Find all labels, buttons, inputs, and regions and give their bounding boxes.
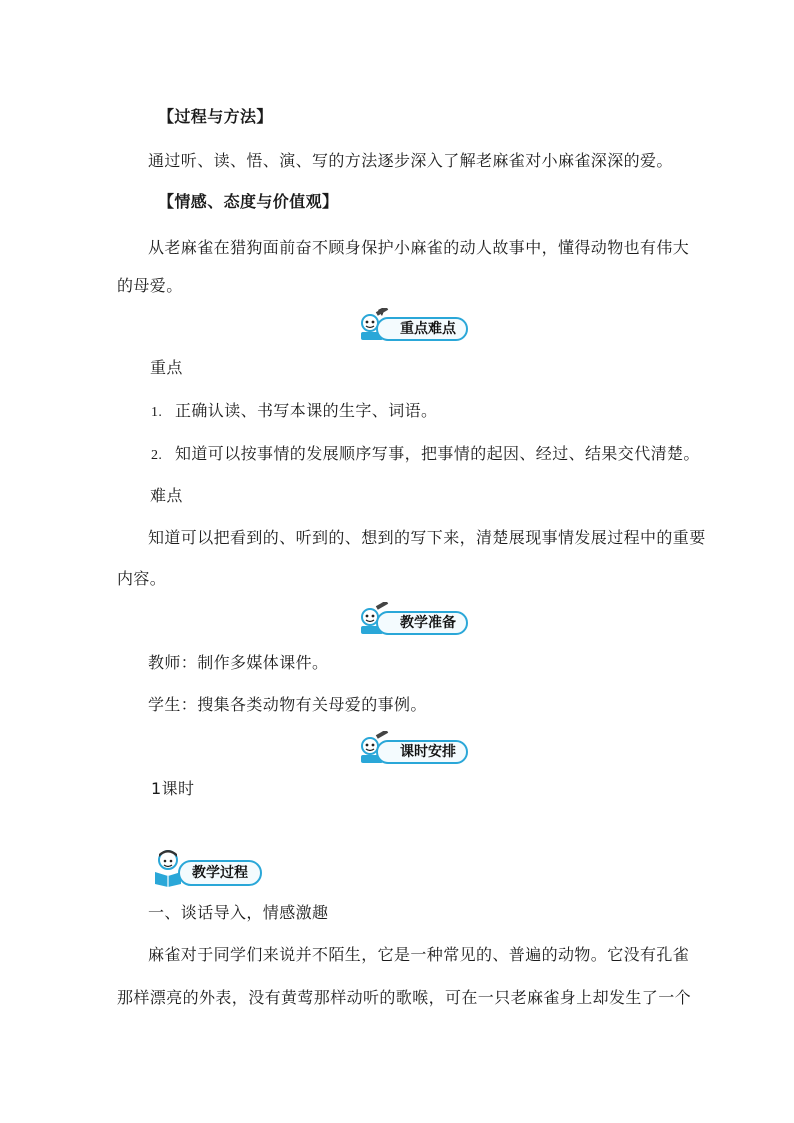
focus-item-2-text: 知道可以按事情的发展顺序写事，把事情的起因、经过、结果交代清楚。 <box>175 444 700 463</box>
emotion-line-2: 的母爱。 <box>117 276 183 295</box>
key-points-badge-label: 重点难点 <box>376 317 468 341</box>
focus-item-1-number: 1. <box>151 405 163 420</box>
preparation-teacher: 教师：制作多媒体课件。 <box>148 653 329 672</box>
focus-item-1-text: 正确认读、书写本课的生字、词语。 <box>175 401 438 420</box>
teaching-process-badge-label: 教学过程 <box>178 860 262 886</box>
focus-item-2-number: 2. <box>151 448 163 463</box>
difficulty-line-1: 知道可以把看到的、听到的、想到的写下来，清楚展现事情发展过程中的重要 <box>148 528 706 547</box>
process-method-text: 通过听、读、悟、演、写的方法逐步深入了解老麻雀对小麻雀深深的爱。 <box>148 151 673 170</box>
preparation-badge <box>356 608 476 636</box>
key-points-badge <box>356 314 476 342</box>
emotion-heading: 【情感、态度与价值观】 <box>158 192 339 211</box>
difficulty-line-2: 内容。 <box>117 569 167 588</box>
teaching-process-badge <box>152 852 272 886</box>
preparation-student: 学生：搜集各类动物有关母爱的事例。 <box>148 695 427 714</box>
difficulty-heading: 难点 <box>150 486 183 505</box>
focus-heading: 重点 <box>150 358 183 377</box>
preparation-badge-label: 教学准备 <box>376 611 468 635</box>
section-1-para-line-2: 那样漂亮的外表，没有黄莺那样动听的歌喉，可在一只老麻雀身上却发生了一个 <box>117 988 692 1007</box>
section-1-heading: 一、谈话导入，情感激趣 <box>148 903 329 922</box>
emotion-line-1: 从老麻雀在猎狗面前奋不顾身保护小麻雀的动人故事中，懂得动物也有伟大 <box>148 238 690 257</box>
schedule-text: 1课时 <box>151 779 195 798</box>
schedule-badge <box>356 737 476 765</box>
process-method-heading: 【过程与方法】 <box>158 107 273 126</box>
section-1-para-line-1: 麻雀对于同学们来说并不陌生，它是一种常见的、普遍的动物。它没有孔雀 <box>148 945 690 964</box>
schedule-badge-label: 课时安排 <box>376 740 468 764</box>
